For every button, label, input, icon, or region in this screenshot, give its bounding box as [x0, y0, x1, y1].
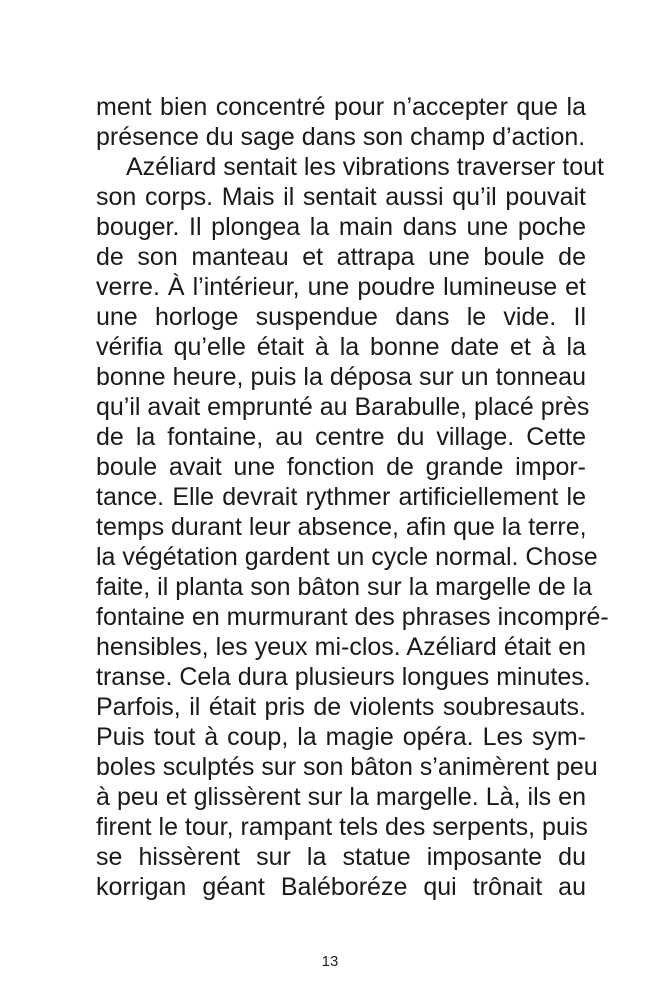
text-line: hensibles, les yeux mi-clos. Azéliard était en [96, 633, 586, 661]
text-line: boles sculptés sur son bâton s’animèrent peu [96, 753, 598, 781]
text-line: de son manteau et attrapa une boule de [96, 243, 586, 271]
text-line: firent le tour, rampant tels des serpents, puis [96, 813, 588, 841]
text-line: Azéliard sentait les vibrations traverser tout [126, 153, 604, 181]
text-line: boule avait une fonction de grande impor- [96, 453, 586, 481]
text-line: se hissèrent sur la statue imposante du [96, 843, 586, 871]
text-line: temps durant leur absence, afin que la terre, [96, 513, 587, 541]
text-line: une horloge suspendue dans le vide. Il [96, 303, 586, 331]
text-line: bonne heure, puis la déposa sur un tonneau [96, 363, 586, 391]
text-line: qu’il avait emprunté au Barabulle, placé près [96, 393, 590, 421]
text-line: à peu et glissèrent sur la margelle. Là, ils en [96, 783, 586, 811]
text-line: ment bien concentré pour n’accepter que la [96, 93, 586, 121]
text-line: Parfois, il était pris de violents soubresauts. [96, 693, 586, 721]
text-line: Puis tout à coup, la magie opéra. Les sym- [96, 723, 586, 751]
text-line: transe. Cela dura plusieurs longues minutes. [96, 663, 591, 691]
text-line: faite, il planta son bâton sur la margelle de la [96, 573, 593, 601]
text-line: la végétation gardent un cycle normal. Chose [96, 543, 598, 571]
text-line: tance. Elle devrait rythmer artificiellement le [96, 483, 586, 511]
text-line: korrigan géant Baléboréze qui trônait au [96, 873, 586, 901]
text-line: vérifia qu’elle était à la bonne date et à la [96, 333, 586, 361]
body-text [96, 92, 609, 902]
text-line: présence du sage dans son champ d’action. [96, 123, 586, 151]
page-number: 13 [321, 953, 339, 970]
text-line: fontaine en murmurant des phrases incompré- [96, 603, 609, 631]
text-line: verre. À l’intérieur, une poudre lumineuse et [96, 273, 586, 301]
text-line: bouger. Il plongea la main dans une poche [96, 213, 586, 241]
text-line: son corps. Mais il sentait aussi qu’il pouvait [96, 183, 586, 211]
text-line: de la fontaine, au centre du village. Cette [96, 423, 586, 451]
